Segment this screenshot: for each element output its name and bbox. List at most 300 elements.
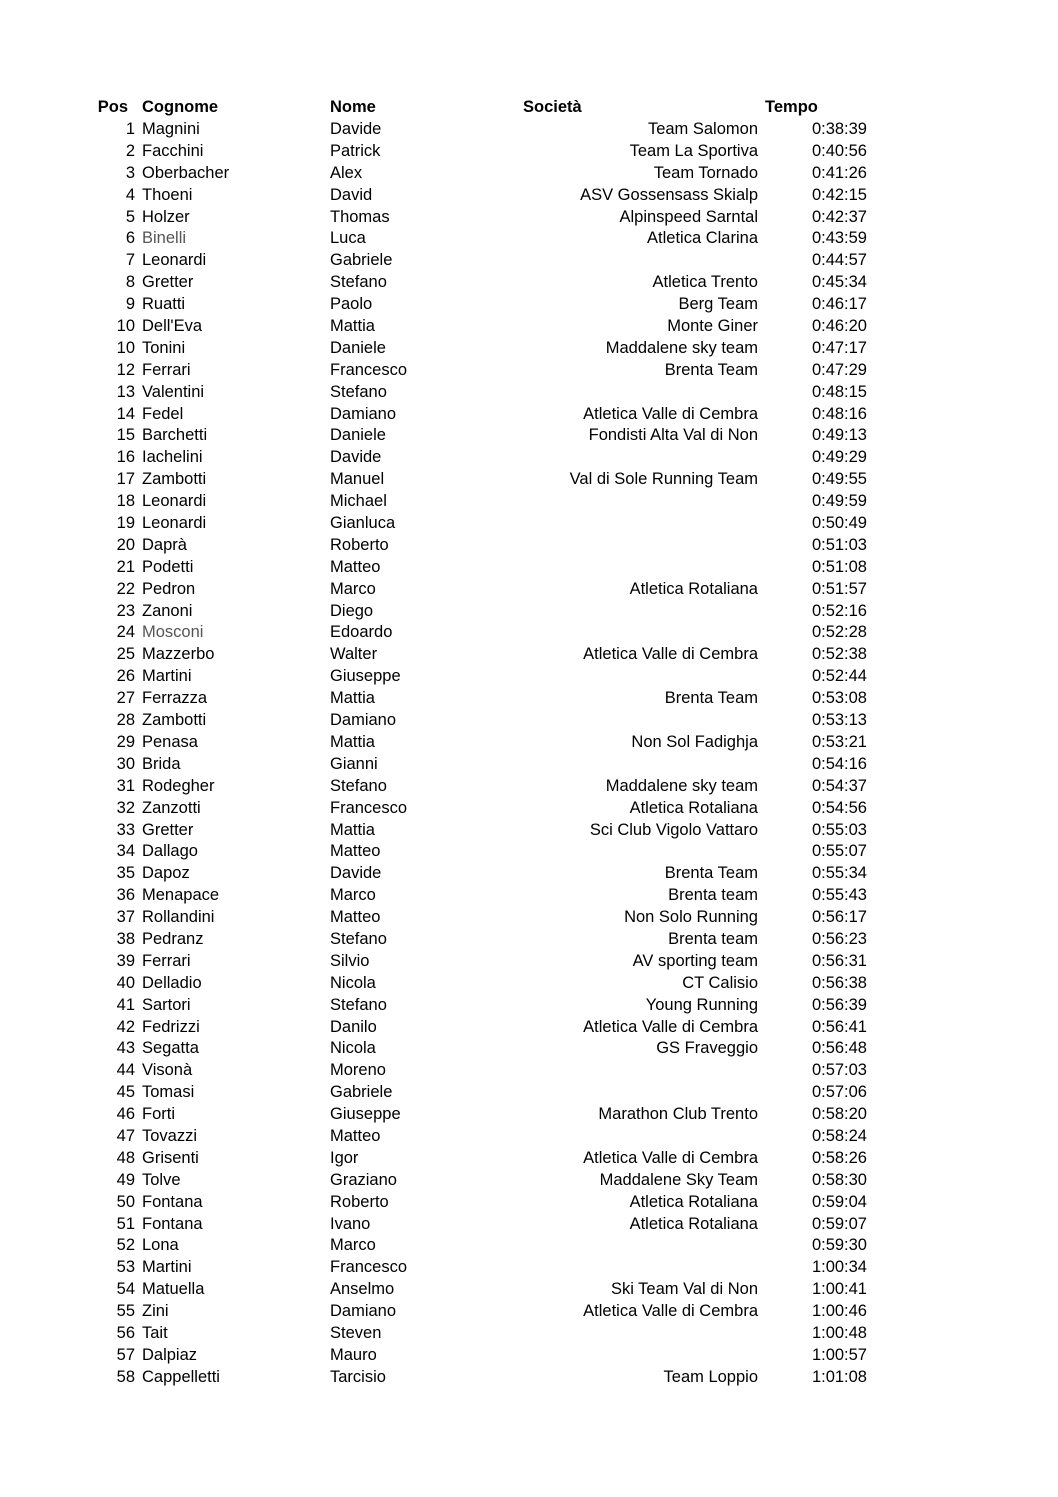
tempo-cell: 0:46:17 xyxy=(811,295,867,314)
cognome-cell: Fedrizzi xyxy=(142,1017,200,1036)
pos-cell: 15 xyxy=(116,426,135,445)
tempo-cell: 0:56:38 xyxy=(811,973,867,992)
pos-cell: 37 xyxy=(116,908,135,927)
table-row xyxy=(0,469,1058,491)
table-row xyxy=(0,1214,1058,1236)
cognome-cell: Mazzerbo xyxy=(142,645,215,664)
cognome-cell: Tonini xyxy=(142,338,186,357)
cognome-cell: Segatta xyxy=(142,1039,199,1058)
table-row xyxy=(0,1301,1058,1323)
cognome-cell: Magnini xyxy=(142,120,200,138)
societa-cell: AV sporting team xyxy=(632,951,758,970)
nome-cell: Marco xyxy=(330,1236,376,1255)
tempo-cell: 0:56:17 xyxy=(811,908,867,927)
nome-cell: Mattia xyxy=(330,689,375,708)
societa-cell: Atletica Valle di Cembra xyxy=(583,404,758,423)
table-row xyxy=(0,360,1058,382)
table-row xyxy=(0,228,1058,250)
pos-cell: 18 xyxy=(116,492,135,511)
pos-cell: 24 xyxy=(116,623,135,642)
cognome-cell: Ferrari xyxy=(142,951,191,970)
table-row xyxy=(0,535,1058,557)
pos-cell: 17 xyxy=(116,470,135,489)
nome-cell: Giuseppe xyxy=(330,667,401,686)
tempo-cell: 0:41:26 xyxy=(811,163,867,182)
cognome-cell: Dalpiaz xyxy=(142,1345,198,1364)
cognome-cell: Visonà xyxy=(142,1061,193,1080)
cognome-cell: Zanoni xyxy=(142,601,193,620)
pos-cell: 28 xyxy=(116,711,135,730)
table-row xyxy=(0,316,1058,338)
tempo-cell: 0:57:06 xyxy=(811,1083,867,1102)
cognome-cell: Tait xyxy=(142,1323,168,1342)
pos-cell: 12 xyxy=(116,360,135,379)
nome-cell: Matteo xyxy=(330,557,381,576)
nome-cell: Steven xyxy=(330,1323,382,1342)
table-row xyxy=(0,601,1058,623)
nome-cell: Damiano xyxy=(330,711,397,730)
societa-cell: Atletica Rotaliana xyxy=(629,579,758,598)
cognome-cell: Valentini xyxy=(142,382,205,401)
tempo-cell: 0:58:20 xyxy=(811,1105,867,1124)
tempo-cell: 0:47:17 xyxy=(811,338,867,357)
cognome-cell: Ferrari xyxy=(142,360,191,379)
cognome-cell: Tolve xyxy=(142,1170,181,1189)
tempo-cell: 0:56:41 xyxy=(811,1017,867,1036)
cognome-cell: Fontana xyxy=(142,1192,203,1211)
cognome-cell: Zambotti xyxy=(142,470,207,489)
cognome-cell: Iachelini xyxy=(142,448,203,467)
societa-cell: Brenta team xyxy=(668,886,758,905)
societa-cell: Atletica Rotaliana xyxy=(629,1192,758,1211)
table-row xyxy=(0,1082,1058,1104)
societa-cell: Young Running xyxy=(645,995,758,1014)
table-row xyxy=(0,404,1058,426)
tempo-cell: 1:00:48 xyxy=(811,1323,867,1342)
pos-cell: 20 xyxy=(116,535,135,554)
cognome-cell: Pedron xyxy=(142,579,196,598)
societa-cell: Maddalene sky team xyxy=(605,338,758,357)
table-row xyxy=(0,163,1058,185)
nome-cell: Davide xyxy=(330,864,382,883)
tempo-cell: 0:58:30 xyxy=(811,1170,867,1189)
cognome-cell: Leonardi xyxy=(142,251,207,270)
table-row xyxy=(0,710,1058,732)
societa-cell: Team Tornado xyxy=(653,163,758,182)
table-row xyxy=(0,207,1058,229)
table-row xyxy=(0,1367,1058,1389)
tempo-cell: 0:44:57 xyxy=(811,251,867,270)
table-row xyxy=(0,1017,1058,1039)
pos-cell: 43 xyxy=(116,1039,135,1058)
societa-cell: Monte Giner xyxy=(667,317,758,336)
nome-cell: Tarcisio xyxy=(330,1367,386,1386)
nome-cell: Igor xyxy=(330,1148,359,1167)
societa-cell: GS Fraveggio xyxy=(656,1039,758,1058)
nome-cell: Michael xyxy=(330,492,387,511)
tempo-cell: 0:56:23 xyxy=(811,929,867,948)
pos-cell: 56 xyxy=(116,1323,135,1342)
nome-cell: Francesco xyxy=(330,1258,408,1277)
table-row xyxy=(0,272,1058,294)
header-societa: Società xyxy=(523,98,582,116)
cognome-cell: Ferrazza xyxy=(142,689,208,708)
tempo-cell: 0:59:07 xyxy=(811,1214,867,1233)
societa-cell: Marathon Club Trento xyxy=(598,1105,758,1124)
pos-cell: 1 xyxy=(125,120,135,138)
pos-cell: 41 xyxy=(116,995,135,1014)
societa-cell: Fondisti Alta Val di Non xyxy=(588,426,758,445)
table-row xyxy=(0,820,1058,842)
societa-cell: Atletica Trento xyxy=(652,273,758,292)
cognome-cell: Martini xyxy=(142,667,192,686)
societa-cell: Atletica Rotaliana xyxy=(629,798,758,817)
pos-cell: 44 xyxy=(116,1061,135,1080)
pos-cell: 34 xyxy=(116,842,135,861)
pos-cell: 13 xyxy=(116,382,135,401)
tempo-cell: 0:51:08 xyxy=(811,557,867,576)
table-row xyxy=(0,863,1058,885)
cognome-cell: Leonardi xyxy=(142,492,207,511)
cognome-cell: Forti xyxy=(142,1105,175,1124)
nome-cell: Thomas xyxy=(330,207,390,226)
nome-cell: Stefano xyxy=(330,995,387,1014)
tempo-cell: 0:52:38 xyxy=(811,645,867,664)
pos-cell: 52 xyxy=(116,1236,135,1255)
pos-cell: 49 xyxy=(116,1170,135,1189)
pos-cell: 40 xyxy=(116,973,135,992)
societa-cell: Brenta team xyxy=(668,929,758,948)
cognome-cell: Tomasi xyxy=(142,1083,195,1102)
pos-cell: 39 xyxy=(116,951,135,970)
pos-cell: 25 xyxy=(116,645,135,664)
pos-cell: 46 xyxy=(116,1105,135,1124)
nome-cell: Stefano xyxy=(330,382,387,401)
societa-cell: Atletica Clarina xyxy=(647,229,758,248)
tempo-cell: 0:45:34 xyxy=(811,273,867,292)
table-row xyxy=(0,338,1058,360)
tempo-cell: 0:40:56 xyxy=(811,141,867,160)
nome-cell: Gabriele xyxy=(330,251,393,270)
cognome-cell: Tovazzi xyxy=(142,1126,198,1145)
cognome-cell: Zini xyxy=(142,1302,169,1321)
table-row xyxy=(0,798,1058,820)
cognome-cell: Leonardi xyxy=(142,514,207,533)
nome-cell: Silvio xyxy=(330,951,370,970)
tempo-cell: 0:49:13 xyxy=(811,426,867,445)
nome-cell: Gianluca xyxy=(330,514,396,533)
pos-cell: 36 xyxy=(116,886,135,905)
societa-cell: Brenta Team xyxy=(664,864,758,883)
nome-cell: Mattia xyxy=(330,317,375,336)
pos-cell: 50 xyxy=(116,1192,135,1211)
nome-cell: Damiano xyxy=(330,404,397,423)
table-row xyxy=(0,294,1058,316)
table-row xyxy=(0,1279,1058,1301)
societa-cell: Val di Sole Running Team xyxy=(569,470,758,489)
table-row xyxy=(0,1104,1058,1126)
pos-cell: 45 xyxy=(116,1083,135,1102)
nome-cell: Alex xyxy=(330,163,363,182)
cognome-cell: Dapoz xyxy=(142,864,190,883)
cognome-cell: Penasa xyxy=(142,732,198,751)
table-row xyxy=(0,1038,1058,1060)
tempo-cell: 0:58:26 xyxy=(811,1148,867,1167)
tempo-cell: 0:57:03 xyxy=(811,1061,867,1080)
table-row xyxy=(0,119,1058,141)
tempo-cell: 0:53:08 xyxy=(811,689,867,708)
pos-cell: 23 xyxy=(116,601,135,620)
societa-cell: ASV Gossensass Skialp xyxy=(580,185,758,204)
societa-cell: Brenta Team xyxy=(664,360,758,379)
tempo-cell: 0:56:48 xyxy=(811,1039,867,1058)
cognome-cell: Oberbacher xyxy=(142,163,230,182)
cognome-cell: Barchetti xyxy=(142,426,208,445)
tempo-cell: 0:49:29 xyxy=(811,448,867,467)
cognome-cell: Brida xyxy=(142,754,181,773)
nome-cell: Matteo xyxy=(330,842,381,861)
nome-cell: Gianni xyxy=(330,754,378,773)
cognome-cell: Rollandini xyxy=(142,908,215,927)
table-row xyxy=(0,1060,1058,1082)
cognome-cell: Lona xyxy=(142,1236,179,1255)
tempo-cell: 0:50:49 xyxy=(811,514,867,533)
pos-cell: 10 xyxy=(116,338,135,357)
pos-cell: 42 xyxy=(116,1017,135,1036)
tempo-cell: 1:00:57 xyxy=(811,1345,867,1364)
societa-cell: Alpinspeed Sarntal xyxy=(619,207,758,226)
table-row xyxy=(0,1323,1058,1345)
table-row xyxy=(0,1148,1058,1170)
cognome-cell: Grisenti xyxy=(142,1148,199,1167)
table-row xyxy=(0,382,1058,404)
pos-cell: 30 xyxy=(116,754,135,773)
tempo-cell: 0:59:04 xyxy=(811,1192,867,1211)
cognome-cell: Delladio xyxy=(142,973,202,992)
cognome-cell: Rodegher xyxy=(142,776,215,795)
tempo-cell: 0:54:56 xyxy=(811,798,867,817)
header-row xyxy=(0,96,1058,119)
nome-cell: Roberto xyxy=(330,1192,389,1211)
table-row xyxy=(0,951,1058,973)
societa-cell: Maddalene Sky Team xyxy=(599,1170,758,1189)
table-row xyxy=(0,885,1058,907)
tempo-cell: 0:51:03 xyxy=(811,535,867,554)
table-row xyxy=(0,1257,1058,1279)
tempo-cell: 0:52:28 xyxy=(811,623,867,642)
pos-cell: 31 xyxy=(116,776,135,795)
tempo-cell: 0:51:57 xyxy=(811,579,867,598)
tempo-cell: 0:55:43 xyxy=(811,886,867,905)
nome-cell: Moreno xyxy=(330,1061,386,1080)
cognome-cell: Pedranz xyxy=(142,929,204,948)
nome-cell: Anselmo xyxy=(330,1280,395,1299)
tempo-cell: 1:00:41 xyxy=(811,1280,867,1299)
societa-cell: Atletica Valle di Cembra xyxy=(583,1148,758,1167)
table-row xyxy=(0,1170,1058,1192)
pos-cell: 14 xyxy=(116,404,135,423)
nome-cell: Graziano xyxy=(330,1170,397,1189)
nome-cell: Manuel xyxy=(330,470,385,489)
nome-cell: Gabriele xyxy=(330,1083,393,1102)
societa-cell: Ski Team Val di Non xyxy=(610,1280,758,1299)
cognome-cell: Holzer xyxy=(142,207,190,226)
pos-cell: 2 xyxy=(125,141,135,160)
pos-cell: 5 xyxy=(125,207,135,226)
tempo-cell: 0:52:16 xyxy=(811,601,867,620)
societa-cell: Atletica Rotaliana xyxy=(629,1214,758,1233)
header-tempo: Tempo xyxy=(765,98,818,116)
cognome-cell: Matuella xyxy=(142,1280,205,1299)
cognome-cell: Menapace xyxy=(142,886,220,905)
pos-cell: 51 xyxy=(116,1214,135,1233)
pos-cell: 8 xyxy=(125,273,135,292)
table-row xyxy=(0,644,1058,666)
tempo-cell: 0:58:24 xyxy=(811,1126,867,1145)
pos-cell: 35 xyxy=(116,864,135,883)
table-row xyxy=(0,579,1058,601)
pos-cell: 57 xyxy=(116,1345,135,1364)
nome-cell: David xyxy=(330,185,373,204)
nome-cell: Luca xyxy=(330,229,366,248)
pos-cell: 47 xyxy=(116,1126,135,1145)
nome-cell: Francesco xyxy=(330,798,408,817)
cognome-cell: Cappelletti xyxy=(142,1367,220,1386)
cognome-cell: Gretter xyxy=(142,273,194,292)
tempo-cell: 0:56:39 xyxy=(811,995,867,1014)
table-row xyxy=(0,666,1058,688)
tempo-cell: 1:01:08 xyxy=(811,1367,867,1386)
table-row xyxy=(0,557,1058,579)
tempo-cell: 0:47:29 xyxy=(811,360,867,379)
tempo-cell: 0:55:07 xyxy=(811,842,867,861)
table-row xyxy=(0,732,1058,754)
table-row xyxy=(0,841,1058,863)
table-row xyxy=(0,929,1058,951)
nome-cell: Mauro xyxy=(330,1345,377,1364)
cognome-cell: Daprà xyxy=(142,535,187,554)
tempo-cell: 0:42:15 xyxy=(811,185,867,204)
cognome-cell: Binelli xyxy=(142,229,187,248)
table-row xyxy=(0,425,1058,447)
cognome-cell: Ruatti xyxy=(142,295,186,314)
societa-cell: CT Calisio xyxy=(682,973,758,992)
cognome-cell: Mosconi xyxy=(142,623,204,642)
tempo-cell: 0:52:44 xyxy=(811,667,867,686)
nome-cell: Ivano xyxy=(330,1214,371,1233)
pos-cell: 16 xyxy=(116,448,135,467)
cognome-cell: Facchini xyxy=(142,141,204,160)
tempo-cell: 0:55:34 xyxy=(811,864,867,883)
pos-cell: 6 xyxy=(125,229,135,248)
pos-cell: 29 xyxy=(116,732,135,751)
societa-cell: Maddalene sky team xyxy=(605,776,758,795)
pos-cell: 53 xyxy=(116,1258,135,1277)
table-row xyxy=(0,141,1058,163)
table-row xyxy=(0,688,1058,710)
nome-cell: Mattia xyxy=(330,732,375,751)
nome-cell: Patrick xyxy=(330,141,381,160)
societa-cell: Team La Sportiva xyxy=(629,141,758,160)
table-row xyxy=(0,185,1058,207)
table-row xyxy=(0,622,1058,644)
nome-cell: Roberto xyxy=(330,535,389,554)
tempo-cell: 0:43:59 xyxy=(811,229,867,248)
header-nome: Nome xyxy=(330,98,376,116)
pos-cell: 7 xyxy=(125,251,135,270)
cognome-cell: Zambotti xyxy=(142,711,207,730)
nome-cell: Danilo xyxy=(330,1017,377,1036)
societa-cell: Non Sol Fadighja xyxy=(631,732,758,751)
tempo-cell: 0:56:31 xyxy=(811,951,867,970)
pos-cell: 10 xyxy=(116,317,135,336)
table-row xyxy=(0,1192,1058,1214)
tempo-cell: 0:53:13 xyxy=(811,711,867,730)
cognome-cell: Gretter xyxy=(142,820,194,839)
tempo-cell: 0:48:15 xyxy=(811,382,867,401)
pos-cell: 48 xyxy=(116,1148,135,1167)
societa-cell: Brenta Team xyxy=(664,689,758,708)
nome-cell: Daniele xyxy=(330,338,386,357)
nome-cell: Edoardo xyxy=(330,623,393,642)
nome-cell: Marco xyxy=(330,886,376,905)
table-row xyxy=(0,1345,1058,1367)
nome-cell: Paolo xyxy=(330,295,373,314)
nome-cell: Nicola xyxy=(330,1039,376,1058)
cognome-cell: Zanzotti xyxy=(142,798,201,817)
cognome-cell: Fontana xyxy=(142,1214,203,1233)
pos-cell: 55 xyxy=(116,1302,135,1321)
cognome-cell: Podetti xyxy=(142,557,194,576)
tempo-cell: 0:48:16 xyxy=(811,404,867,423)
nome-cell: Nicola xyxy=(330,973,376,992)
nome-cell: Stefano xyxy=(330,273,387,292)
tempo-cell: 0:54:37 xyxy=(811,776,867,795)
nome-cell: Mattia xyxy=(330,820,375,839)
pos-cell: 54 xyxy=(116,1280,135,1299)
pos-cell: 21 xyxy=(116,557,135,576)
tempo-cell: 0:38:39 xyxy=(811,120,867,138)
results-table xyxy=(0,96,1058,1389)
tempo-cell: 0:49:55 xyxy=(811,470,867,489)
pos-cell: 26 xyxy=(116,667,135,686)
tempo-cell: 1:00:46 xyxy=(811,1302,867,1321)
societa-cell: Atletica Valle di Cembra xyxy=(583,1302,758,1321)
nome-cell: Matteo xyxy=(330,1126,381,1145)
nome-cell: Walter xyxy=(330,645,378,664)
cognome-cell: Fedel xyxy=(142,404,184,423)
header-cognome: Cognome xyxy=(142,98,219,116)
societa-cell: Berg Team xyxy=(678,295,758,314)
cognome-cell: Martini xyxy=(142,1258,192,1277)
table-row xyxy=(0,513,1058,535)
societa-cell: Non Solo Running xyxy=(624,908,758,927)
table-row xyxy=(0,973,1058,995)
nome-cell: Damiano xyxy=(330,1302,397,1321)
pos-cell: 58 xyxy=(116,1367,135,1386)
nome-cell: Francesco xyxy=(330,360,408,379)
nome-cell: Diego xyxy=(330,601,374,620)
societa-cell: Team Loppio xyxy=(663,1367,758,1386)
table-body xyxy=(0,119,1058,1389)
pos-cell: 27 xyxy=(116,689,135,708)
table-row xyxy=(0,907,1058,929)
cognome-cell: Dallago xyxy=(142,842,198,861)
pos-cell: 33 xyxy=(116,820,135,839)
cognome-cell: Dell'Eva xyxy=(142,317,203,336)
pos-cell: 32 xyxy=(116,798,135,817)
societa-cell: Atletica Valle di Cembra xyxy=(583,645,758,664)
